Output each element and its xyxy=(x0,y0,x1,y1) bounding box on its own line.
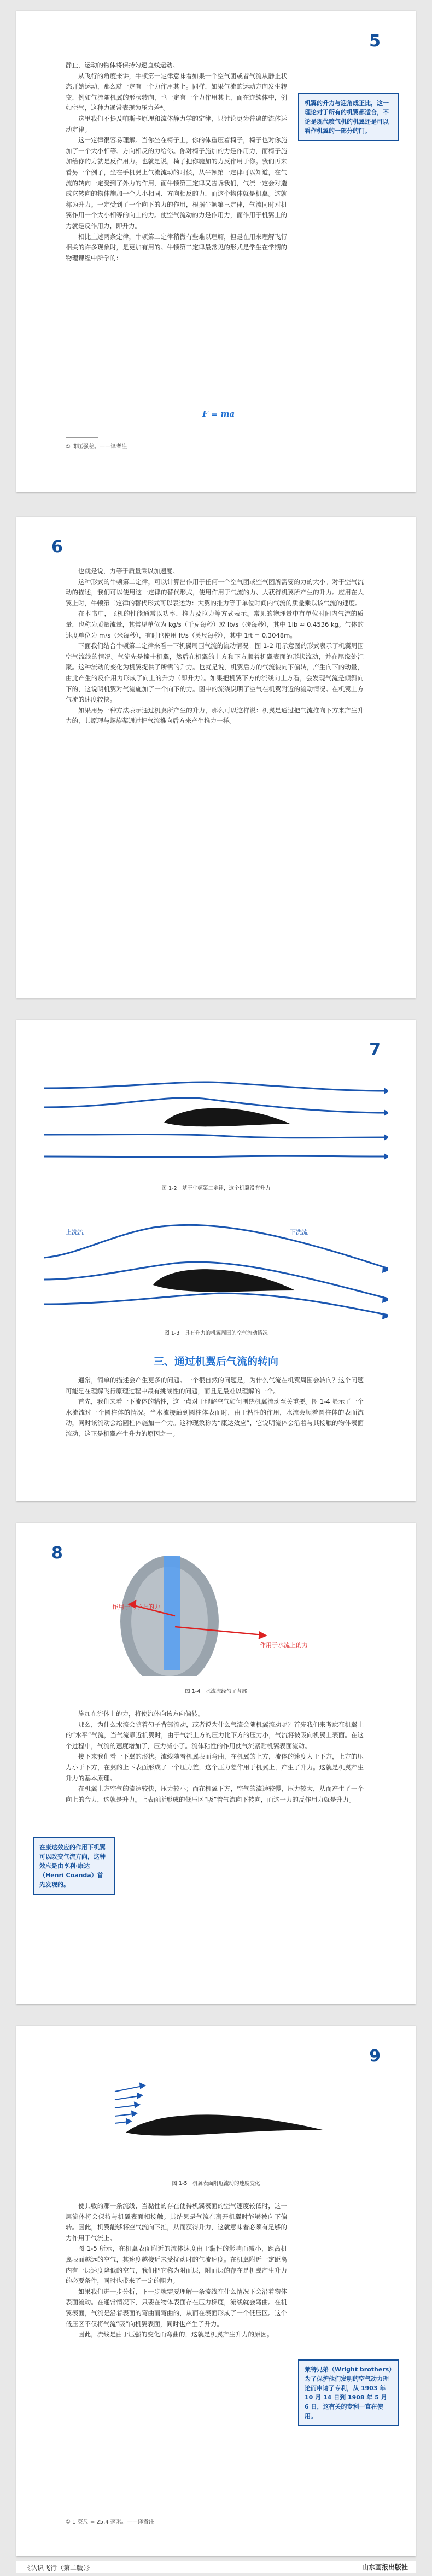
force-on-spoon-label: 作用于勺子上的力 xyxy=(112,1603,160,1610)
paragraph: 因此，流线是由于压强的变化而弯曲的，这就是机翼产生升力的原因。 xyxy=(78,2330,273,2339)
page-9 xyxy=(16,2026,416,2556)
page-body xyxy=(66,566,364,727)
page-number: 9 xyxy=(369,2047,381,2066)
force-on-water-label: 作用于水流上的力 xyxy=(260,1642,308,1649)
page-number: 6 xyxy=(51,538,63,557)
figure-1-5-boundary-layer xyxy=(93,2059,350,2168)
airfoil-shape xyxy=(126,2114,323,2135)
page-number: 5 xyxy=(369,32,381,51)
paragraph: 也就是说，力等于质量乘以加速度。 xyxy=(78,567,179,575)
paragraph: 如果用另一种方法表示通过机翼所产生的升力，那么可以这样说：机翼是通过把气流推向下方来产生升力的，其原理与螺旋桨通过把气流推向后方来产生推力一样。 xyxy=(66,706,364,725)
formula: F = ma xyxy=(202,409,235,419)
figure-caption: 图 1-2 基于牛顿第二定律，这个机翼没有升力 xyxy=(161,1185,271,1191)
figure-1-3-airfoil-lift xyxy=(44,1203,388,1323)
airfoil-shape xyxy=(153,1269,295,1292)
footnote: ① 即压强差。——译者注 xyxy=(66,444,127,450)
paragraph: 从飞行的角度来讲，牛顿第一定律意味着如果一个空气团或者气流从静止状态开始运动，那么就一定有一个力作用其上。同样，如果气流的运动方向发生转变，例如气流随机翼的形状转向，也一定有一个力作用其上，而在连续体中，例如空气，这种力通常表现为压力差*。 xyxy=(66,72,287,112)
paragraph: 这种形式的牛顿第二定律，可以计算出作用于任何一个空气团或空气团所需要的力的大小。对于空气流动的描述，我们可以使用这一定律的替代形式，使用作用于气流的力、大获得机翼所产生的升力。应用在大翼上时，牛顿第二定律的替代形式可以表述为：大翼的推力等于单位时间内气流的质量乘以该气流的速度。 xyxy=(66,577,364,607)
page-body xyxy=(66,1375,364,1440)
figure-caption: 图 1-5 机翼表面附近流动的速度变化 xyxy=(172,2181,260,2187)
paragraph: 如果我们进一步分析，下一步就需要理解一条流线在什么情况下会沿着物体表面流动。在通常情况下，只要在物体表面存在压力梯度，流线就会弯曲。在机翼表面，气流是沿着表面的弯曲而弯曲的，从而在表面形成了一个低压区。这个低压区不仅将气流“吸”向机翼表面，同时也产生了升力。 xyxy=(66,2287,287,2328)
figure-caption: 图 1-3 具有升力的机翼周围的空气流动情况 xyxy=(164,1330,268,1336)
upwash-label: 上洗流 xyxy=(66,1229,84,1236)
figure-1-2-airfoil-no-lift xyxy=(44,1069,388,1173)
paragraph: 相比上述两条定律，牛顿第二定律稍微有些难以理解，但是在用来理解飞行相关的许多现象时，是更加有用的。牛顿第二定律最常见的形式是学生在学期的物理课程中所学的： xyxy=(66,232,287,262)
page-body xyxy=(66,1709,364,1805)
paragraph: 静止，运动的物体将保持匀速直线运动。 xyxy=(66,61,179,69)
book-footer xyxy=(16,2561,416,2573)
page-number: 7 xyxy=(369,1041,381,1060)
paragraph: 使其收的那一条流线，当黏性的存在使得机翼表面的空气速度较低时，这一层流体将会保持与机翼表面相接触。其结果是气流在离开机翼时能够被向下偏转。因此，机翼能够将空气流向下推，从而获得升力，这就意味着必须有足够的力作用于气流上。 xyxy=(66,2202,287,2242)
page-number: 8 xyxy=(51,1544,63,1563)
paragraph: 接下来我们看一下翼的形状。流线随着机翼表面弯曲，在机翼的上方，流体的速度大于下方，上方的压力小于下方，在翼的上下表面形成了一个压力差，这个压力差作用于机翼上，产生了升力。这就是机翼产生升力的基本原理。 xyxy=(66,1753,364,1782)
page-5 xyxy=(16,11,416,492)
paragraph: 施加在流体上的力，将使流体向该方向偏转。 xyxy=(78,1710,204,1718)
sidebar-note: 机翼的升力与迎角成正比，这一理论对于所有的机翼都适合，不论是现代喷气机的机翼还是可以看作机翼的一部分的门。 xyxy=(298,93,399,141)
page-8 xyxy=(16,1523,416,2004)
paragraph: 通常，简单的描述会产生更多的问题。一个很自然的问题是，为什么气流在机翼周围会转向？这个问题可能是在理解飞行原理过程中最有挑战性的问题，而且是最难以理解的一个。 xyxy=(66,1376,364,1395)
book-title: 《认识飞行（第二版）》 xyxy=(24,2564,94,2572)
page-6 xyxy=(16,517,416,998)
paragraph: 在机翼上方空气的流速较快，压力较小；而在机翼下方，空气的流速较慢，压力较大，从而产生了一个向上的合力，这就是升力。上表面所形成的低压区“吸”着气流向下转向，而这一力的反作用力就是升力。 xyxy=(66,1785,364,1803)
paragraph: 在本书中，飞机的性能通常以功率、推力及拉力等方式表示。常见的物理量中有单位时间内气流的质量，也称为质量流量，其常见单位为 kg/s（千克每秒）或 lb/s（磅每秒），其中 1lb ≈ 0.4536 kg。气体的速度单位为 m/s（米每秒），有时也使用 ft/s（英尺每秒），其中 1ft = 0.3048m。 xyxy=(66,610,364,639)
page-7 xyxy=(16,1020,416,1501)
paragraph: 这一定律很容易理解。当你坐在椅子上，你的体重压着椅子，椅子也对你施加了一个大小相等、方向相反的力给你。你对椅子施加的力是作用力，而椅子施加给你的力就是反作用力。也就是说，椅子把你施加的力反作用于你。我们再来看另一个例子，坐在手机翼上气流流动的时候，从牛顿第一定律可以知道，在气流的转向一定受到了外力的作用，而牛顿第三定律又告诉我们，气流一定会对造成它转向的物体施加一个大小相同、方向相反的力，而这个物体就是机翼。这就称为升力。一定受到了一个向下的力的作用，根据牛顿第三定律，气流同时对机翼作用一个大小相等的向上的力。使空气流动的力是作用力，而作用于机翼上的力就是反作用力，即升力。 xyxy=(66,136,287,230)
figure-caption: 图 1-4 水流流经勺子背部 xyxy=(185,1689,247,1695)
sidebar-note: 在康达效应的作用下机翼可以改变气流方向，这种效应是由亨利·康达（Henri Coanda）首先发现的。 xyxy=(33,1837,115,1895)
paragraph: 那么，为什么水流会随着勺子背部流动，或者说为什么气流会随机翼流动呢？首先我们来考虑在机翼上的“水平”气流，当气流靠近机翼时，由于气流上方的压力比下方的压力小，气流将被吸向机翼上表面。在这个过程中，气流的速度增加了，压力减小了。流体粘性的作用使气流紧贴机翼表面流动。 xyxy=(66,1720,364,1750)
footnote-rule xyxy=(66,437,98,438)
publisher-name: 山东画报出版社 xyxy=(361,2563,408,2571)
downwash-label: 下洗流 xyxy=(290,1229,308,1236)
paragraph: 下面我们结合牛顿第二定律来看一下机翼周围气流的流动情况。图 1-2 用示意图的形式表示了机翼周围空气流线的情况。气流先是撞击机翼，然后在机翼的上方和下方顺着机翼表面的形状流动，并在尾缘处汇聚。这种流动的变化为机翼提供了所需的升力。也就是说，机翼后方的气流被向下偏转，产生向下的动量，由此产生的反作用力形成了向上的升力（即升力）。如果把机翼下方的流线向上方看，会发现气流是倾斜向下的，这说明机翼对气流施加了一个向下的力。图中的流线说明了空气在机翼附近的流动情况。在机翼上方气流的速度较快。 xyxy=(66,642,364,704)
sidebar-note: 莱特兄弟（Wright brothers）为了保护他们发明的空气动力理论而申请了专利，从 1903 年 10 月 14 日到 1908 年 5 月 6 日，这有关的专利一直在使用。 xyxy=(298,2359,399,2426)
paragraph: 图 1-5 所示，在机翼表面附近的流体速度由于黏性的影响而减小，距离机翼表面越远的空气，其速度越接近未受扰动时的气流速度。在机翼附近一定距离内有一层速度降低的空气，我们把它称为附面层，附面层的存在是机翼产生升力的必要条件，同时也带来了一定的阻力。 xyxy=(66,2245,287,2285)
paragraph: 这里我们不提及帕斯卡原理和流体静力学的定律，只讨论更为普遍的流体运动定律。 xyxy=(66,114,287,133)
page-body xyxy=(66,60,287,264)
section-title: 三、通过机翼后气流的转向 xyxy=(153,1356,278,1368)
page-body xyxy=(66,2201,287,2340)
footnote: ① 1 英尺 = 25.4 毫米。——译者注 xyxy=(66,2519,154,2525)
paragraph: 首先，我们来看一下流体的粘性，这一点对于理解空气如何围绕机翼流动至关重要。图 1-4 显示了一个水流流过一个圆柱体的情况。当水流接触到圆柱体表面时，由于粘性的作用，水流会顺着圆柱体的表面流动，同时该流动会给圆柱体施加一个力。这种现象称为“康达效应”，它说明流体会沿着与其接触的物体表面流动，这正是机翼产生升力的原因之一。 xyxy=(66,1398,364,1438)
airfoil-shape xyxy=(164,1108,290,1127)
